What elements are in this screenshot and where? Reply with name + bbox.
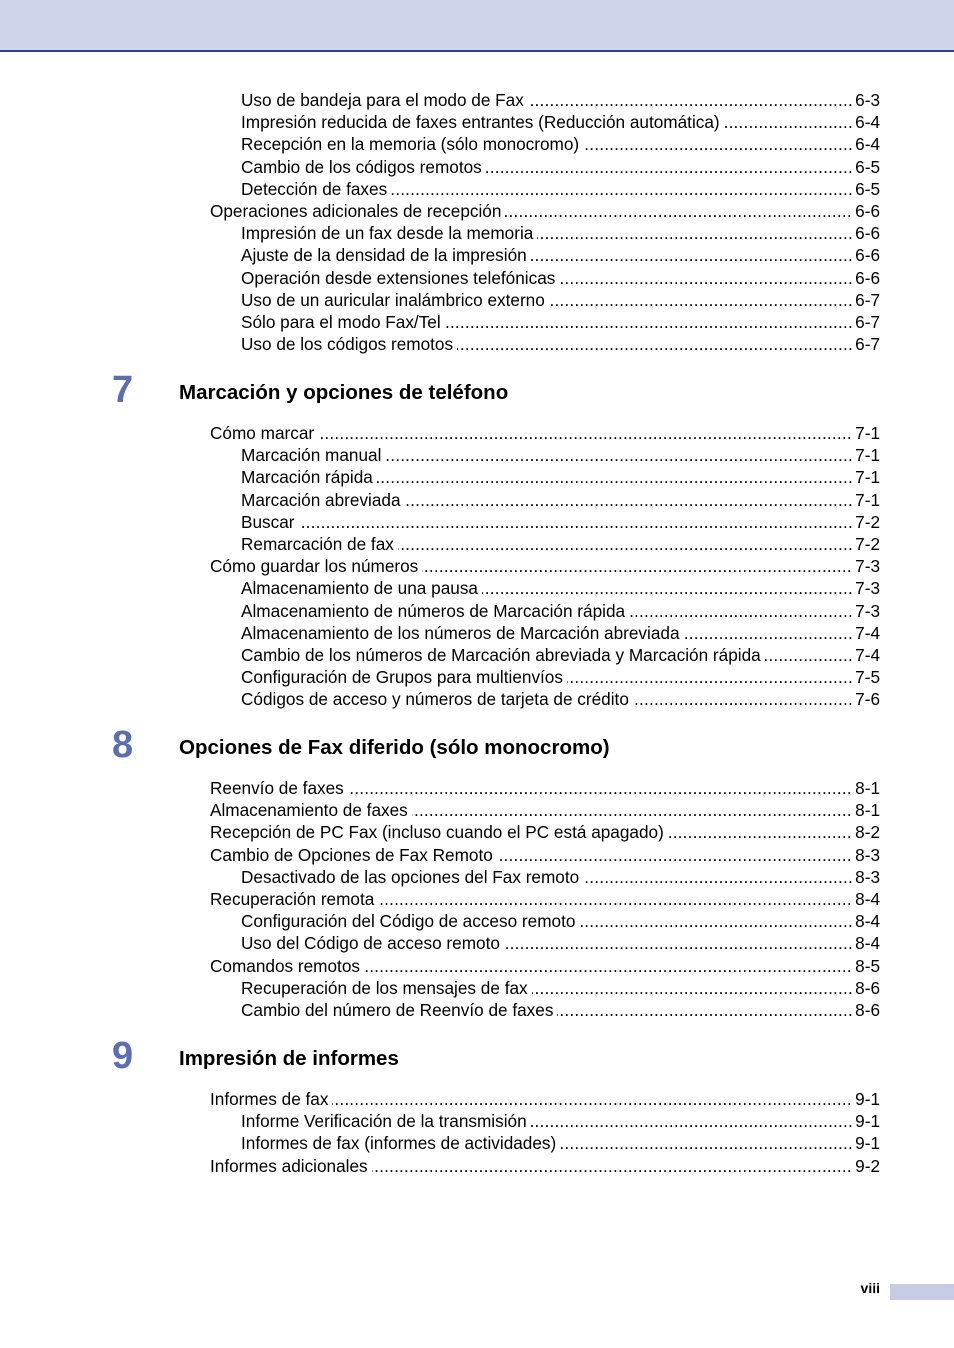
chapter-number: 8 bbox=[112, 724, 134, 766]
toc-entry-title: Almacenamiento de una pausa bbox=[241, 578, 482, 598]
toc-entry-title: Cambio de Opciones de Fax Remoto bbox=[210, 845, 497, 865]
toc-entry-page: 7-3 bbox=[855, 578, 880, 599]
toc-entry[interactable] bbox=[241, 489, 880, 511]
toc-entry-page: 7-4 bbox=[855, 645, 880, 665]
toc-entry[interactable] bbox=[210, 888, 880, 910]
toc-entry-title: Marcación manual bbox=[241, 445, 385, 465]
toc-entry-page: 6-6 bbox=[855, 201, 880, 221]
toc-entry[interactable] bbox=[241, 666, 880, 688]
chapter-number: 9 bbox=[112, 1035, 134, 1077]
toc-entry-page: 7-1 bbox=[855, 445, 880, 466]
toc-entry-title: Recuperación remota bbox=[210, 889, 378, 909]
header-band bbox=[0, 0, 954, 52]
toc-entry-title: Uso de los códigos remotos bbox=[241, 334, 457, 354]
toc-entry-title: Almacenamiento de los números de Marcación abreviada bbox=[241, 623, 684, 643]
toc-entry-page: 7-2 bbox=[855, 534, 880, 554]
toc-entry-page: 6-5 bbox=[855, 178, 880, 199]
toc-entry-title: Cambio del número de Reenvío de faxes bbox=[241, 1000, 557, 1020]
toc-entry-page: 8-3 bbox=[855, 844, 880, 865]
toc-entry-title: Impresión reducida de faxes entrantes (Reducción automática) bbox=[241, 112, 724, 132]
toc-entry-page: 6-3 bbox=[855, 90, 880, 110]
toc-entry[interactable] bbox=[241, 977, 880, 999]
toc-entry-title: Comandos remotos bbox=[210, 956, 364, 976]
toc-entry[interactable] bbox=[241, 289, 880, 311]
toc-entry[interactable] bbox=[241, 1110, 880, 1132]
chapter-title: Impresión de informes bbox=[179, 1047, 399, 1070]
toc-entry-title: Códigos de acceso y números de tarjeta de crédito bbox=[241, 689, 633, 709]
toc-entry[interactable] bbox=[241, 932, 880, 954]
chapter-title: Marcación y opciones de teléfono bbox=[179, 381, 509, 404]
toc-entry-title: Operaciones adicionales de recepción bbox=[210, 201, 505, 221]
toc-entry-page: 9-1 bbox=[855, 1111, 880, 1132]
toc-entry-title: Reenvío de faxes bbox=[210, 778, 348, 798]
toc-entry-page: 6-7 bbox=[855, 334, 880, 355]
toc-entry[interactable] bbox=[210, 844, 880, 866]
toc-entry[interactable] bbox=[241, 1132, 880, 1154]
toc-entry-page: 8-4 bbox=[855, 911, 880, 932]
toc-entry-title: Configuración de Grupos para multienvíos bbox=[241, 667, 567, 687]
toc-entry-title: Cómo marcar bbox=[210, 423, 318, 443]
toc-entry[interactable] bbox=[241, 622, 880, 644]
toc-entry-page: 7-1 bbox=[855, 467, 880, 488]
chapter-number: 7 bbox=[112, 369, 134, 411]
toc-entry-page: 7-1 bbox=[855, 489, 880, 510]
toc-entry-title: Buscar bbox=[241, 512, 299, 532]
toc-entry[interactable] bbox=[241, 866, 880, 888]
toc-entry-title: Almacenamiento de números de Marcación rápida bbox=[241, 601, 629, 621]
toc-entry-page: 9-2 bbox=[855, 1155, 880, 1176]
toc-entry[interactable] bbox=[241, 156, 880, 178]
toc-entry-page: 8-6 bbox=[855, 1000, 880, 1020]
toc-entry-title: Informe Verificación de la transmisión bbox=[241, 1111, 531, 1131]
toc-entry-page: 7-5 bbox=[855, 667, 880, 688]
toc-entry-title: Recepción de PC Fax (incluso cuando el PC está apagado) bbox=[210, 822, 668, 842]
toc-entry-title: Uso del Código de acceso remoto bbox=[241, 933, 504, 953]
toc-entry[interactable] bbox=[241, 89, 880, 111]
toc-entry[interactable] bbox=[210, 1088, 880, 1110]
toc-entry-page: 8-1 bbox=[855, 778, 880, 798]
toc-entry-title: Recuperación de los mensajes de fax bbox=[241, 978, 532, 998]
toc-entry-title: Operación desde extensiones telefónicas bbox=[241, 268, 559, 288]
toc-entry-title: Almacenamiento de faxes bbox=[210, 800, 412, 820]
toc-entry-title: Informes de fax (informes de actividades) bbox=[241, 1133, 560, 1153]
toc-entry-title: Marcación abreviada bbox=[241, 490, 405, 510]
toc-entry-title: Impresión de un fax desde la memoria bbox=[241, 223, 537, 243]
toc-entry-page: 6-4 bbox=[855, 112, 880, 133]
toc-entry-page: 8-4 bbox=[855, 889, 880, 909]
toc-entry[interactable] bbox=[241, 511, 880, 533]
toc-entry-title: Sólo para el modo Fax/Tel bbox=[241, 312, 445, 332]
toc-entry[interactable] bbox=[210, 555, 880, 577]
toc-entry-page: 6-6 bbox=[855, 245, 880, 266]
toc-entry-title: Recepción en la memoria (sólo monocromo) bbox=[241, 134, 583, 154]
toc-entry-title: Desactivado de las opciones del Fax remoto bbox=[241, 867, 583, 887]
toc-entry-page: 6-4 bbox=[855, 134, 880, 155]
toc-entry-page: 8-4 bbox=[855, 933, 880, 954]
toc-entry-title: Informes adicionales bbox=[210, 1156, 372, 1176]
toc-entry[interactable] bbox=[241, 267, 880, 289]
toc-entry[interactable] bbox=[241, 644, 880, 666]
toc-entry[interactable] bbox=[241, 577, 880, 599]
toc-entry-title: Cambio de los números de Marcación abreviada y Marcación rápida bbox=[241, 645, 765, 665]
toc-entry-page: 7-2 bbox=[855, 511, 880, 532]
toc-entry[interactable] bbox=[241, 600, 880, 622]
toc-entry-title: Ajuste de la densidad de la impresión bbox=[241, 245, 531, 265]
toc-entry-page: 8-1 bbox=[855, 800, 880, 821]
toc-entry-page: 8-5 bbox=[855, 955, 880, 976]
toc-entry[interactable] bbox=[241, 688, 880, 710]
toc-entry-title: Cambio de los códigos remotos bbox=[241, 157, 486, 177]
toc-entry-page: 7-4 bbox=[855, 622, 880, 643]
toc-entry[interactable] bbox=[210, 799, 880, 821]
toc-entry[interactable] bbox=[210, 955, 880, 977]
toc-entry-page: 8-2 bbox=[855, 822, 880, 843]
toc-entry[interactable] bbox=[241, 244, 880, 266]
toc-entry[interactable] bbox=[210, 821, 880, 843]
toc-entry[interactable] bbox=[210, 777, 880, 799]
toc-entry-title: Marcación rápida bbox=[241, 467, 377, 487]
toc-entry-title: Uso de bandeja para el modo de Fax bbox=[241, 90, 528, 110]
toc-entry-page: 7-6 bbox=[855, 689, 880, 710]
toc-entry-page: 7-3 bbox=[855, 556, 880, 577]
toc-entry[interactable] bbox=[241, 533, 880, 555]
toc-entry[interactable] bbox=[241, 910, 880, 932]
toc-entry[interactable] bbox=[241, 178, 880, 200]
toc-entry[interactable] bbox=[241, 333, 880, 355]
page-tab-marker bbox=[890, 1284, 954, 1300]
toc-entry-page: 8-6 bbox=[855, 977, 880, 998]
toc-entry[interactable] bbox=[210, 200, 880, 222]
toc-entry[interactable] bbox=[241, 311, 880, 333]
toc-entry[interactable] bbox=[241, 222, 880, 244]
toc-entry-title: Detección de faxes bbox=[241, 179, 391, 199]
chapter-title: Opciones de Fax diferido (sólo monocromo) bbox=[179, 736, 610, 759]
toc-entry[interactable] bbox=[210, 422, 880, 444]
toc-entry-page: 6-6 bbox=[855, 267, 880, 288]
toc-entry-title: Uso de un auricular inalámbrico externo bbox=[241, 290, 549, 310]
toc-entry-title: Remarcación de fax bbox=[241, 534, 398, 554]
toc-entry-title: Informes de fax bbox=[210, 1089, 332, 1109]
toc-entry[interactable] bbox=[241, 133, 880, 155]
page-number: viii bbox=[860, 1280, 880, 1296]
toc-entry[interactable] bbox=[241, 444, 880, 466]
toc-entry-page: 6-7 bbox=[855, 289, 880, 310]
toc-entry-title: Configuración del Código de acceso remoto bbox=[241, 911, 579, 931]
toc-entry[interactable] bbox=[210, 1155, 880, 1177]
toc-entry[interactable] bbox=[241, 999, 880, 1021]
toc-entry-page: 7-1 bbox=[855, 423, 880, 443]
toc-entry-page: 9-1 bbox=[855, 1089, 880, 1109]
toc-entry-page: 8-3 bbox=[855, 866, 880, 887]
toc-entry-title: Cómo guardar los números bbox=[210, 556, 422, 576]
toc-entry-page: 6-7 bbox=[855, 312, 880, 332]
toc-entry-page: 6-6 bbox=[855, 223, 880, 244]
toc-entry-page: 7-3 bbox=[855, 600, 880, 621]
toc-entry[interactable] bbox=[241, 466, 880, 488]
toc-entry[interactable] bbox=[241, 111, 880, 133]
toc-entry-page: 6-5 bbox=[855, 156, 880, 177]
toc-entry-page: 9-1 bbox=[855, 1133, 880, 1154]
